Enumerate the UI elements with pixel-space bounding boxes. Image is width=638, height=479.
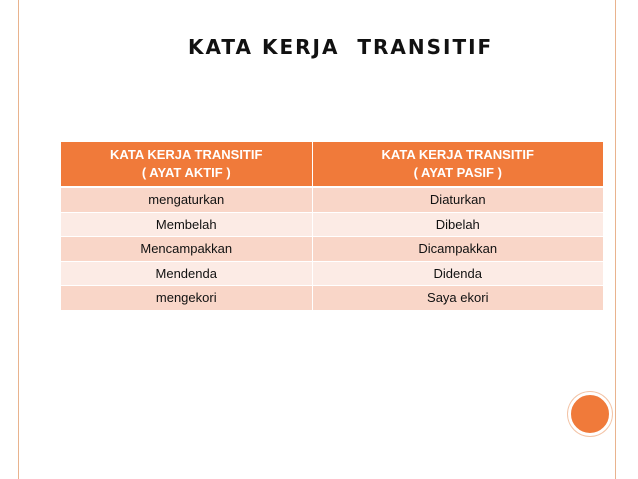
passive-verb-cell: Saya ekori bbox=[312, 286, 603, 311]
active-verb-cell: mengaturkan bbox=[61, 187, 312, 212]
table-row bbox=[61, 187, 603, 212]
table-row bbox=[61, 286, 603, 311]
accent-circle-decoration bbox=[568, 392, 612, 436]
passive-verb-cell: Didenda bbox=[312, 261, 603, 286]
header-passive-voice bbox=[312, 142, 603, 187]
verb-table-container bbox=[61, 142, 603, 311]
active-verb-cell: Mencampakkan bbox=[61, 237, 312, 262]
table-row bbox=[61, 261, 603, 286]
passive-verb-cell: Dicampakkan bbox=[312, 237, 603, 262]
header-active-voice bbox=[61, 142, 312, 187]
active-verb-cell: Membelah bbox=[61, 212, 312, 237]
table-row bbox=[61, 237, 603, 262]
header-active-line1: KATA KERJA TRANSITIF bbox=[110, 147, 263, 162]
header-passive-line1: KATA KERJA TRANSITIF bbox=[381, 147, 534, 162]
active-verb-cell: Mendenda bbox=[61, 261, 312, 286]
transitive-verb-table bbox=[61, 142, 603, 311]
slide-title: KATA KERJA TRANSITIF bbox=[188, 35, 494, 59]
header-passive-line2: ( AYAT PASIF ) bbox=[413, 165, 502, 180]
table-row bbox=[61, 212, 603, 237]
table-header-row bbox=[61, 142, 603, 187]
passive-verb-cell: Dibelah bbox=[312, 212, 603, 237]
active-verb-cell: mengekori bbox=[61, 286, 312, 311]
passive-verb-cell: Diaturkan bbox=[312, 187, 603, 212]
header-active-line2: ( AYAT AKTIF ) bbox=[141, 165, 231, 180]
